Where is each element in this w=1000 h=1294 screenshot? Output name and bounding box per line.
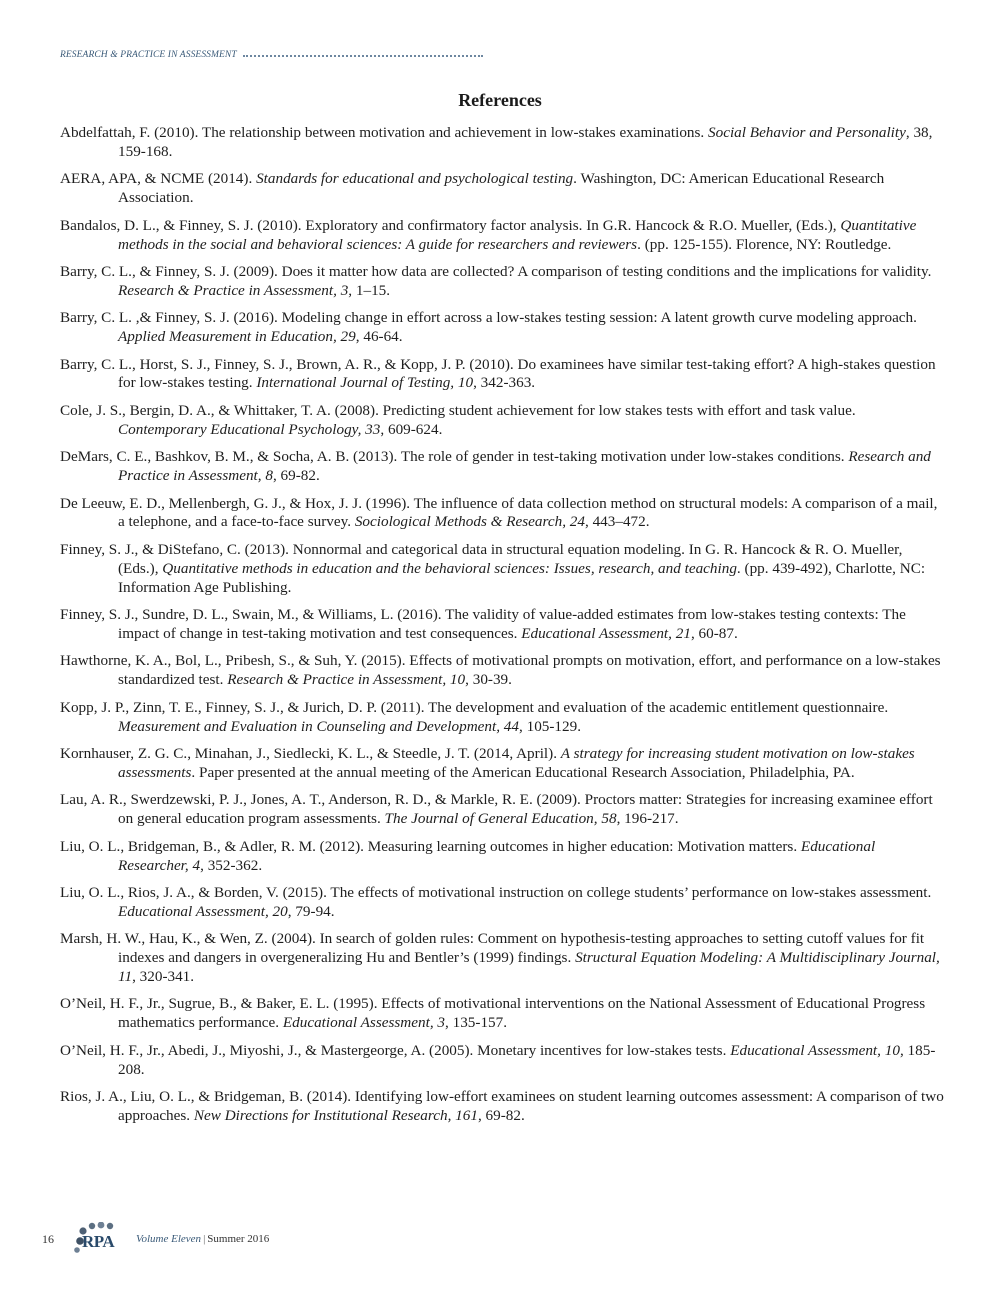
- logo-text: RPA: [82, 1232, 115, 1251]
- reference-list: [60, 124, 945, 1134]
- reference-tail: , 46-64.: [355, 328, 403, 346]
- reference-tail: , 79-94.: [287, 902, 335, 920]
- reference-tail: , 1–15.: [348, 281, 391, 299]
- reference-tail: , 320-341.: [132, 968, 195, 986]
- reference-text: Rios, J. A., Liu, O. L., & Bridgeman, B. (2014). Identifying low-effort examinees on student learning outcomes assessment: A comparison of two approaches.: [60, 1088, 944, 1124]
- reference-entry: [60, 699, 945, 737]
- reference-text: Cole, J. S., Bergin, D. A., & Whittaker, T. A. (2008). Predicting student achievement for low stakes tests with effort and task value.: [60, 401, 856, 419]
- reference-source: Educational Researcher, 4: [118, 837, 876, 874]
- reference-tail: , 60-87.: [690, 624, 738, 642]
- reference-text: Bandalos, D. L., & Finney, S. J. (2010). Exploratory and confirmatory factor analysis. In G.R. Hancock & R.O. Mueller, (Eds.),: [60, 216, 841, 234]
- reference-tail: . Paper presented at the annual meeting of the American Educational Research Association, Philadelphia, PA.: [191, 763, 855, 781]
- reference-source: Measurement and Evaluation in Counseling and Development, 44: [118, 717, 519, 735]
- reference-text: Hawthorne, K. A., Bol, L., Pribesh, S., & Suh, Y. (2015). Effects of motivational prompts on motivation, effort, and performance on a low-stakes standardized test.: [60, 652, 941, 689]
- reference-text: Barry, C. L. ,& Finney, S. J. (2016). Modeling change in effort across a low-stakes testing session: A latent growth curve modeling approach.: [60, 309, 917, 327]
- reference-tail: , 69-82.: [272, 467, 320, 485]
- reference-source: Educational Assessment, 3: [282, 1014, 446, 1032]
- reference-tail: , 105-129.: [519, 717, 582, 735]
- reference-text: Barry, C. L., & Finney, S. J. (2009). Does it matter how data are collected? A comparison of testing conditions and the implications for validity.: [60, 262, 932, 280]
- reference-tail: , 38, 159-168.: [118, 124, 933, 160]
- reference-source: New Directions for Institutional Research, 161: [193, 1106, 478, 1124]
- page-footer: [42, 1224, 269, 1254]
- reference-text: Liu, O. L., Rios, J. A., & Borden, V. (2015). The effects of motivational instruction on college students’ performance on low-stakes assessment.: [60, 883, 932, 901]
- reference-text: Kopp, J. P., Zinn, T. E., Finney, S. J., & Jurich, D. P. (2011). The development and evaluation of the academic entitlement questionnaire.: [60, 698, 889, 716]
- reference-source: Applied Measurement in Education, 29: [118, 328, 356, 346]
- reference-tail: , 342-363.: [473, 374, 536, 392]
- reference-entry: [60, 1088, 945, 1126]
- reference-tail: , 443–472.: [584, 513, 650, 531]
- reference-source: Educational Assessment, 21: [521, 624, 691, 642]
- reference-text: Finney, S. J., Sundre, D. L., Swain, M., & Williams, L. (2016). The validity of value-added estimates from low-stakes testing contexts: The impact of change in test-taking motivation and test consequences.: [60, 606, 906, 642]
- reference-entry: [60, 124, 945, 162]
- volume-label: Volume Eleven: [136, 1233, 202, 1245]
- reference-tail: , 185-208.: [118, 1041, 936, 1078]
- reference-entry: [60, 217, 945, 255]
- reference-tail: . (pp. 125-155). Florence, NY: Routledge.: [637, 235, 892, 253]
- reference-entry: [60, 170, 945, 208]
- reference-source: A strategy for increasing student motivation on low-stakes assessments: [118, 744, 915, 781]
- reference-entry: [60, 652, 945, 690]
- reference-text: O’Neil, H. F., Jr., Abedi, J., Miyoshi, J., & Mastergeorge, A. (2005). Monetary incentives for low-stakes tests.: [60, 1041, 731, 1059]
- reference-tail: , 69-82.: [477, 1106, 525, 1124]
- reference-tail: , 609-624.: [380, 420, 443, 438]
- reference-source: Research & Practice in Assessment, 3: [118, 281, 349, 299]
- reference-source: Educational Assessment, 20: [118, 902, 288, 920]
- reference-entry: [60, 606, 945, 644]
- season-label: Summer 2016: [207, 1233, 270, 1245]
- reference-source: Research and Practice in Assessment, 8: [118, 448, 931, 485]
- reference-tail: , 135-157.: [445, 1014, 508, 1032]
- reference-source: Sociological Methods & Research, 24: [354, 513, 585, 531]
- reference-entry: [60, 402, 945, 440]
- reference-entry: [60, 263, 945, 301]
- reference-entry: [60, 745, 945, 783]
- reference-tail: . Washington, DC: American Educational Research Association.: [118, 170, 885, 207]
- reference-entry: [60, 541, 945, 598]
- reference-source: Structural Equation Modeling: A Multidisciplinary Journal, 11: [118, 949, 940, 986]
- reference-text: De Leeuw, E. D., Mellenbergh, G. J., & Hox, J. J. (1996). The influence of data collection method on structural models: A comparison of a mail, a telephone, and a face-to-face survey.: [60, 494, 938, 531]
- reference-source: International Journal of Testing, 10: [256, 374, 474, 392]
- reference-source: Contemporary Educational Psychology, 33: [118, 420, 381, 438]
- reference-tail: . (pp. 439-492), Charlotte, NC: Information Age Publishing.: [118, 559, 926, 596]
- reference-entry: [60, 995, 945, 1033]
- reference-text: DeMars, C. E., Bashkov, B. M., & Socha, A. B. (2013). The role of gender in test-taking motivation under low-stakes conditions.: [60, 448, 849, 466]
- reference-entry: [60, 838, 945, 876]
- reference-text: Liu, O. L., Bridgeman, B., & Adler, R. M. (2012). Measuring learning outcomes in higher education: Motivation matters.: [60, 837, 801, 855]
- reference-entry: [60, 356, 945, 394]
- reference-entry: [60, 495, 945, 533]
- reference-text: O’Neil, H. F., Jr., Sugrue, B., & Baker, E. L. (1995). Effects of motivational interventions on the National Assessment of Educational Progress mathematics performance.: [60, 995, 926, 1032]
- reference-source: Research & Practice in Assessment, 10: [227, 671, 466, 689]
- reference-tail: , 352-362.: [200, 856, 263, 874]
- page-title: References: [458, 90, 542, 110]
- reference-entry: [60, 1042, 945, 1080]
- reference-text: AERA, APA, & NCME (2014).: [60, 170, 257, 188]
- reference-source: Quantitative methods in education and the behavioral sciences: Issues, research, and teaching: [162, 559, 737, 577]
- rpa-logo: [70, 1222, 136, 1256]
- reference-text: Marsh, H. W., Hau, K., & Wen, Z. (2004). In search of golden rules: Comment on hypothesis-testing approaches to setting cutoff values for fit indexes and dangers in overgeneralizing Hu and Bentler’s (1999) findings.: [60, 930, 925, 967]
- reference-tail: , 196-217.: [616, 810, 679, 828]
- issue-info: [136, 1233, 269, 1245]
- reference-entry: [60, 791, 945, 829]
- reference-source: Social Behavior and Personality: [708, 124, 906, 141]
- page-number: 16: [42, 1231, 54, 1246]
- reference-source: Educational Assessment, 10: [730, 1041, 900, 1059]
- reference-entry: [60, 448, 945, 486]
- reference-entry: [60, 930, 945, 987]
- issue-separator: |: [203, 1233, 206, 1245]
- reference-text: Barry, C. L., Horst, S. J., Finney, S. J., Brown, A. R., & Kopp, J. P. (2010). Do examinees have similar test-taking effort? A high-stakes question for low-stakes testing.: [60, 355, 936, 392]
- reference-text: Lau, A. R., Swerdzewski, P. J., Jones, A. T., Anderson, R. D., & Markle, R. E. (2009). Proctors matter: Strategies for increasing examinee effort on general education program assessments.: [60, 791, 933, 828]
- reference-source: Standards for educational and psychological testing: [256, 170, 574, 188]
- reference-source: Quantitative methods in the social and behavioral sciences: A guide for researchers and reviewers: [118, 216, 917, 253]
- running-head-dotted-rule: [243, 49, 483, 57]
- reference-text: Abdelfattah, F. (2010). The relationship between motivation and achievement in low-stakes examinations.: [60, 124, 709, 141]
- running-head-title: RESEARCH & PRACTICE IN ASSESSMENT: [60, 50, 237, 60]
- reference-entry: [60, 309, 945, 347]
- reference-text: Kornhauser, Z. G. C., Minahan, J., Siedlecki, K. L., & Steedle, J. T. (2014, April).: [60, 744, 561, 762]
- reference-entry: [60, 884, 945, 922]
- reference-source: The Journal of General Education, 58: [384, 810, 617, 828]
- running-head: [60, 49, 940, 60]
- reference-text: Finney, S. J., & DiStefano, C. (2013). Nonnormal and categorical data in structural equation modeling. In G. R. Hancock & R. O. Mueller, (Eds.),: [60, 540, 903, 577]
- reference-tail: , 30-39.: [465, 671, 512, 689]
